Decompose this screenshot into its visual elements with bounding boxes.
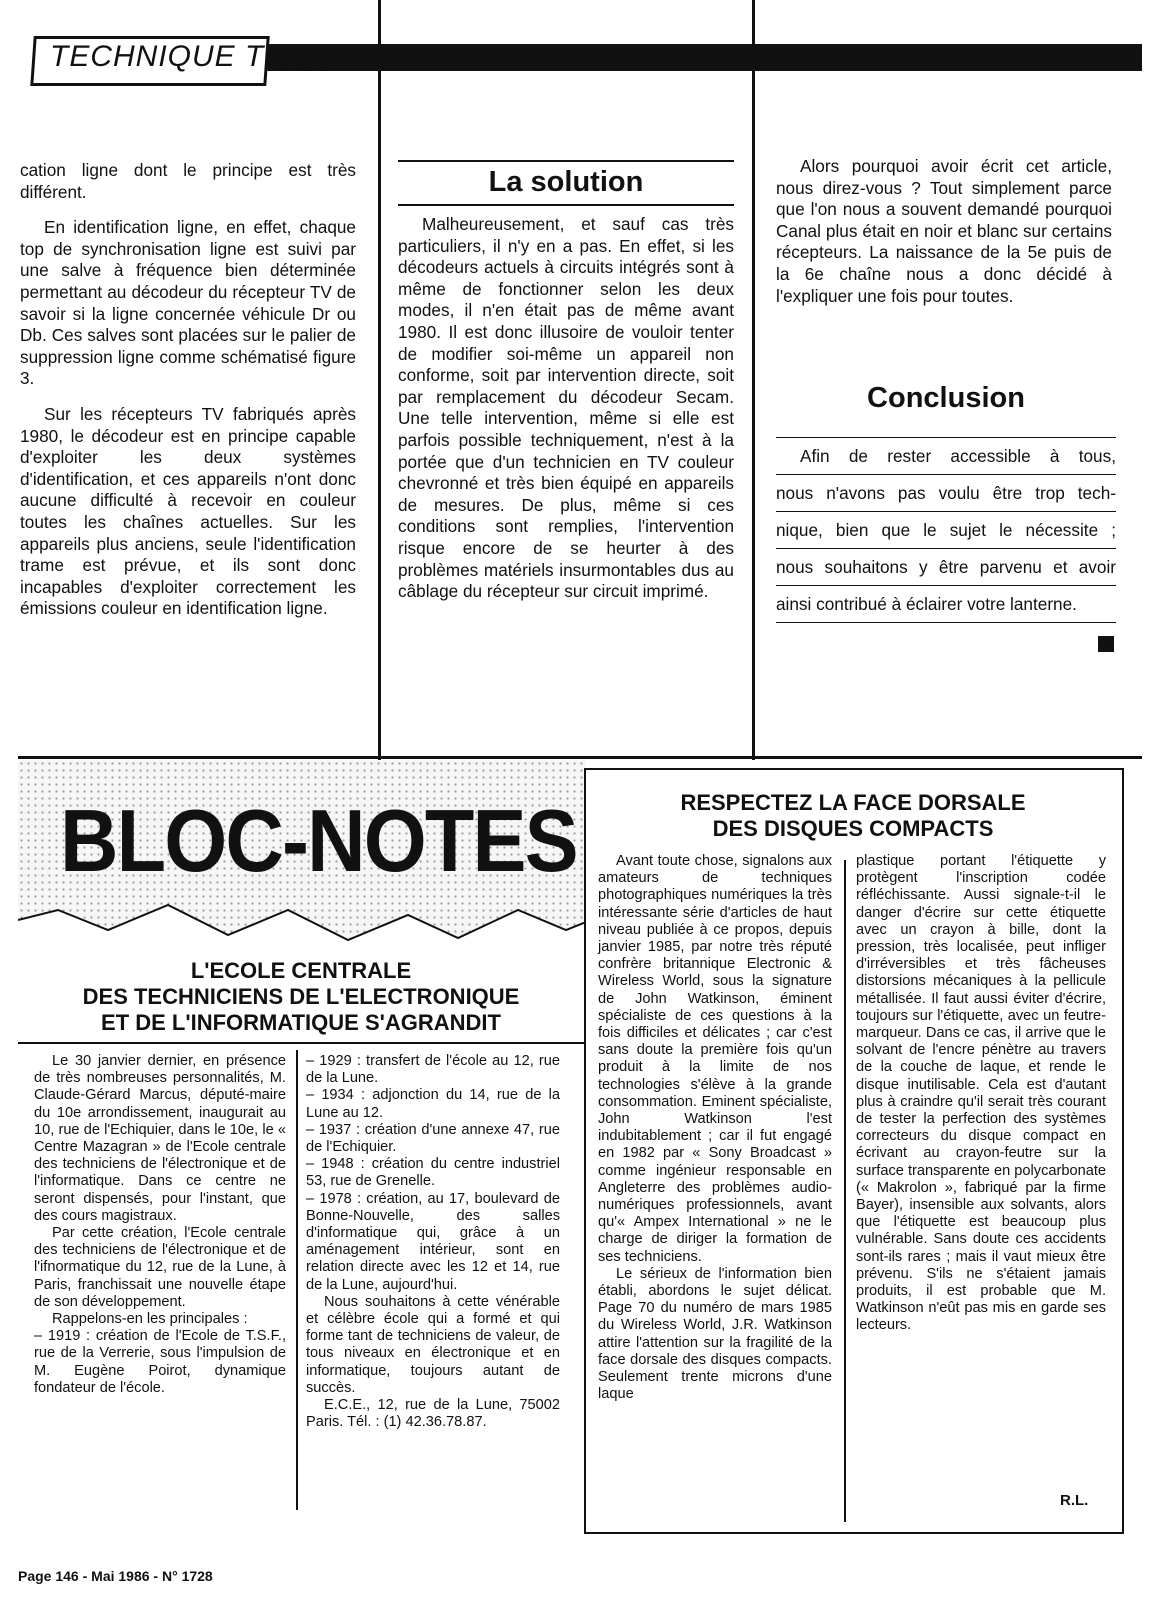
end-of-article-mark — [1098, 636, 1114, 652]
heading-rule — [398, 160, 734, 162]
paragraph: En identification ligne, en effet, chaque top de synchronisation ligne est suivi par une salve à fréquence bien déterminée permettant au décodeur du récepteur TV de savoir si la ligne concernée véhicule Dr ou Db. Ces salves sont placées sur le palier de suppression ligne comme schématisé figure 3. — [20, 217, 356, 389]
signature: R.L. — [1060, 1492, 1089, 1509]
column-rule-right — [752, 71, 755, 760]
disques-col-1 — [598, 853, 832, 1404]
column-rule-right-top — [752, 0, 755, 70]
ecole-column-rule — [296, 1050, 298, 1510]
paragraph: Par cette création, l'Ecole centrale des techniciens de l'électronique et de l'ifnormatique du 12, rue de la Lune, à Paris, franchissait une nouvelle étape de son développement. — [34, 1225, 286, 1310]
headline-line: RESPECTEZ LA FACE DORSALE — [680, 790, 1026, 815]
ecole-rule — [18, 1042, 584, 1044]
paragraph: – 1919 : création de l'Ecole de T.S.F., rue de la Verrerie, sous l'impulsion de M. Eugène Poirot, dynamique fondateur de l'école. — [34, 1328, 286, 1396]
headline-line: ET DE L'INFORMATIQUE S'AGRANDIT — [101, 1010, 501, 1035]
conclusion-line: nous souhaitons y être parvenu et avoir — [776, 548, 1116, 585]
paragraph: Nous souhaitons à cette vénérable et célèbre école qui a formé et qui forme tant de techniciens de valeur, de tous niveaux en électronique et en informatique, toujours autant de succès. — [306, 1293, 560, 1396]
paragraph: – 1978 : création, au 17, boulevard de Bonne-Nouvelle, des salles d'informatique qui, grâce à un aménagement intérieur, sont en relation directe avec les 12 et 14, rue de la Lune, aujourd'hui. — [306, 1190, 560, 1293]
section-heading: Conclusion — [867, 382, 1025, 414]
paragraph: Rappelons-en les principales : — [52, 1311, 248, 1328]
paragraph: Malheureusement, et sauf cas très particuliers, il n'y en a pas. En effet, si les décodeurs actuels à circuits intégrés sont à même de fonctionner selon les deux modes, il n'en était pas de même avant 1980. Il est donc illusoire de vouloir tenter de modifier soi-même un appareil non conforme, soit par intervention directe, soit par remplacement du décodeur Secam. Une telle intervention, même si elle est parfois possible techniquement, n'est à la portée que d'un technicien en TV couleur chevronné et très bien équipé en appareils de mesures. De plus, même si ces conditions sont remplies, l'intervention risque encore de se heurter à des problèmes matériels insurmontables dus au câblage du récepteur sur circuit imprimé. — [398, 214, 734, 602]
paragraph: Sur les récepteurs TV fabriqués après 1980, le décodeur est en principe capable d'exploiter les deux systèmes d'identification, et ces appareils n'ont donc aucune difficulté à recevoir en couleur toutes les chaînes actuelles. Sur les appareils plus anciens, seule l'identification trame est prévue, et ils sont donc incapables d'exploiter correctement les émissions couleur en identification ligne. — [20, 403, 356, 619]
headline-line: DES DISQUES COMPACTS — [712, 816, 994, 841]
page-folio: Page 146 - Mai 1986 - N° 1728 — [18, 1568, 213, 1584]
disques-column-rule — [844, 860, 846, 1522]
conclusion-line: nique, bien que le sujet le nécessite ; — [776, 511, 1116, 548]
article-col-3 — [776, 156, 1112, 321]
paragraph: Avant toute chose, signalons aux amateurs de techniques photographiques numériques la très intéressante série d'articles de haut niveau publiée à ce propos, depuis janvier 1985, par notre très réputé confrère britannique Electronic & Wireless World, sous la signature de John Watkinson, éminent spécialiste de ces questions à la fois difficiles et délicates ; car c'est sans doute la première fois qu'un produit à la limite de nos technologies s'élève à la grande consommation. Eminent spécialiste, John Watkinson l'est indubitablement ; car il fut engagé en 1982 par « Sony Broadcast » comme ingénieur responsable en Angleterre des problèmes audio-numériques professionnels, avant qu'« Ampex International » ne le charge de diriger la formation de ses techniciens. — [598, 853, 832, 1265]
section-separator — [18, 756, 1142, 759]
disques-col-2 — [856, 853, 1106, 1335]
article-col-2 — [398, 214, 734, 617]
bloc-notes-title: BLOC-NOTES — [60, 791, 577, 890]
headline-line: DES TECHNICIENS DE L'ELECTRONIQUE — [82, 984, 520, 1009]
ecole-col-1 — [34, 1053, 286, 1397]
column-rule-left — [378, 0, 381, 760]
paragraph: – 1934 : adjonction du 14, rue de la Lune au 12. — [306, 1087, 560, 1121]
paragraph: Le sérieux de l'information bien établi, abordons le sujet délicat. Page 70 du numéro de mars 1985 du Wireless World, J.R. Watkinson attire l'attention sur la fragilité de la face dorsale des disques compacts. Seulement trente microns d'une laque — [598, 1265, 832, 1403]
conclusion-line: ainsi contribué à éclairer votre lanterne. — [776, 585, 1116, 623]
paragraph: Alors pourquoi avoir écrit cet article, nous direz-vous ? Tout simplement parce que l'on nous a souvent demandé pourquoi Canal plus était en noir et blanc sur certains récepteurs. La naissance de la 5e puis de la 6e chaîne nous a donc décidé à l'expliquer une fois pour toutes. — [776, 156, 1112, 306]
torn-paper-edge — [18, 880, 586, 960]
ecole-headline — [18, 958, 584, 1036]
heading-rule — [398, 204, 734, 206]
paragraph: – 1929 : transfert de l'école au 12, rue de la Lune. — [306, 1053, 560, 1087]
disques-headline — [586, 790, 1120, 842]
conclusion-line: nous n'avons pas voulu être trop tech- — [776, 474, 1116, 511]
conclusion-box — [776, 437, 1116, 623]
section-tag: TECHNIQUE TELE — [50, 40, 325, 73]
headline-line: L'ECOLE CENTRALE — [190, 958, 412, 983]
paragraph: – 1948 : création du centre industriel 53, rue de Grenelle. — [306, 1156, 560, 1190]
paragraph: plastique portant l'étiquette y protègent l'inscription codée réfléchissante. Aussi signale-t-il le danger d'écrire sur cette étiquette avec un crayon à bille, dont la pression, très localisée, peut infliger d'irréversibles et très fâcheuses distorsions mécaniques à la pellicule métallisée. Il faut aussi éviter d'écrire, toujours sur l'étiquette, avec un feutre-marqueur. Dans ce cas, il arrive que le solvant de l'encre pénètre au travers de la couche de laque, et rende le disque inutilisable. Cela est d'autant plus à craindre qu'il serait très courant de tester la perfection des systèmes correcteurs du disque compact en écrivant au crayon-feutre sur la surface transparente en polycarbonate (« Makrolon », fabriqué par la firme Bayer), insensible aux solvants, alors que l'étiquette est beaucoup plus vulnérable. Sans doute ces accidents sont-ils rares ; mais il vaut mieux être prévenu. S'ils ne s'étaient jamais produits, il est probable que M. Watkinson n'eût pas mis en garde ses lecteurs. — [856, 853, 1106, 1334]
section-heading: La solution — [488, 166, 644, 198]
article-col-1 — [20, 160, 356, 634]
conclusion-line: Afin de rester accessible à tous, — [776, 437, 1116, 474]
paragraph: cation ligne dont le principe est très différent. — [20, 160, 356, 202]
ecole-col-2 — [306, 1053, 560, 1431]
section-banner-bar — [262, 44, 1142, 71]
paragraph: E.C.E., 12, rue de la Lune, 75002 Paris. Tél. : (1) 42.36.78.87. — [306, 1397, 560, 1431]
paragraph: – 1937 : création d'une annexe 47, rue de l'Echiquier. — [306, 1121, 560, 1156]
paragraph: Le 30 janvier dernier, en présence de très nombreuses personnalités, M. Claude-Gérard Marcus, député-maire du 10e arrondissement, inaugurait au 10, rue de l'Echiquier, dans le 10e, le « Centre Mazagran » de l'Ecole centrale des techniciens de l'électronique et de l'informatique. Dans ce centre ne seront dispensés, pour l'instant, que des cours magistraux. — [34, 1053, 286, 1224]
